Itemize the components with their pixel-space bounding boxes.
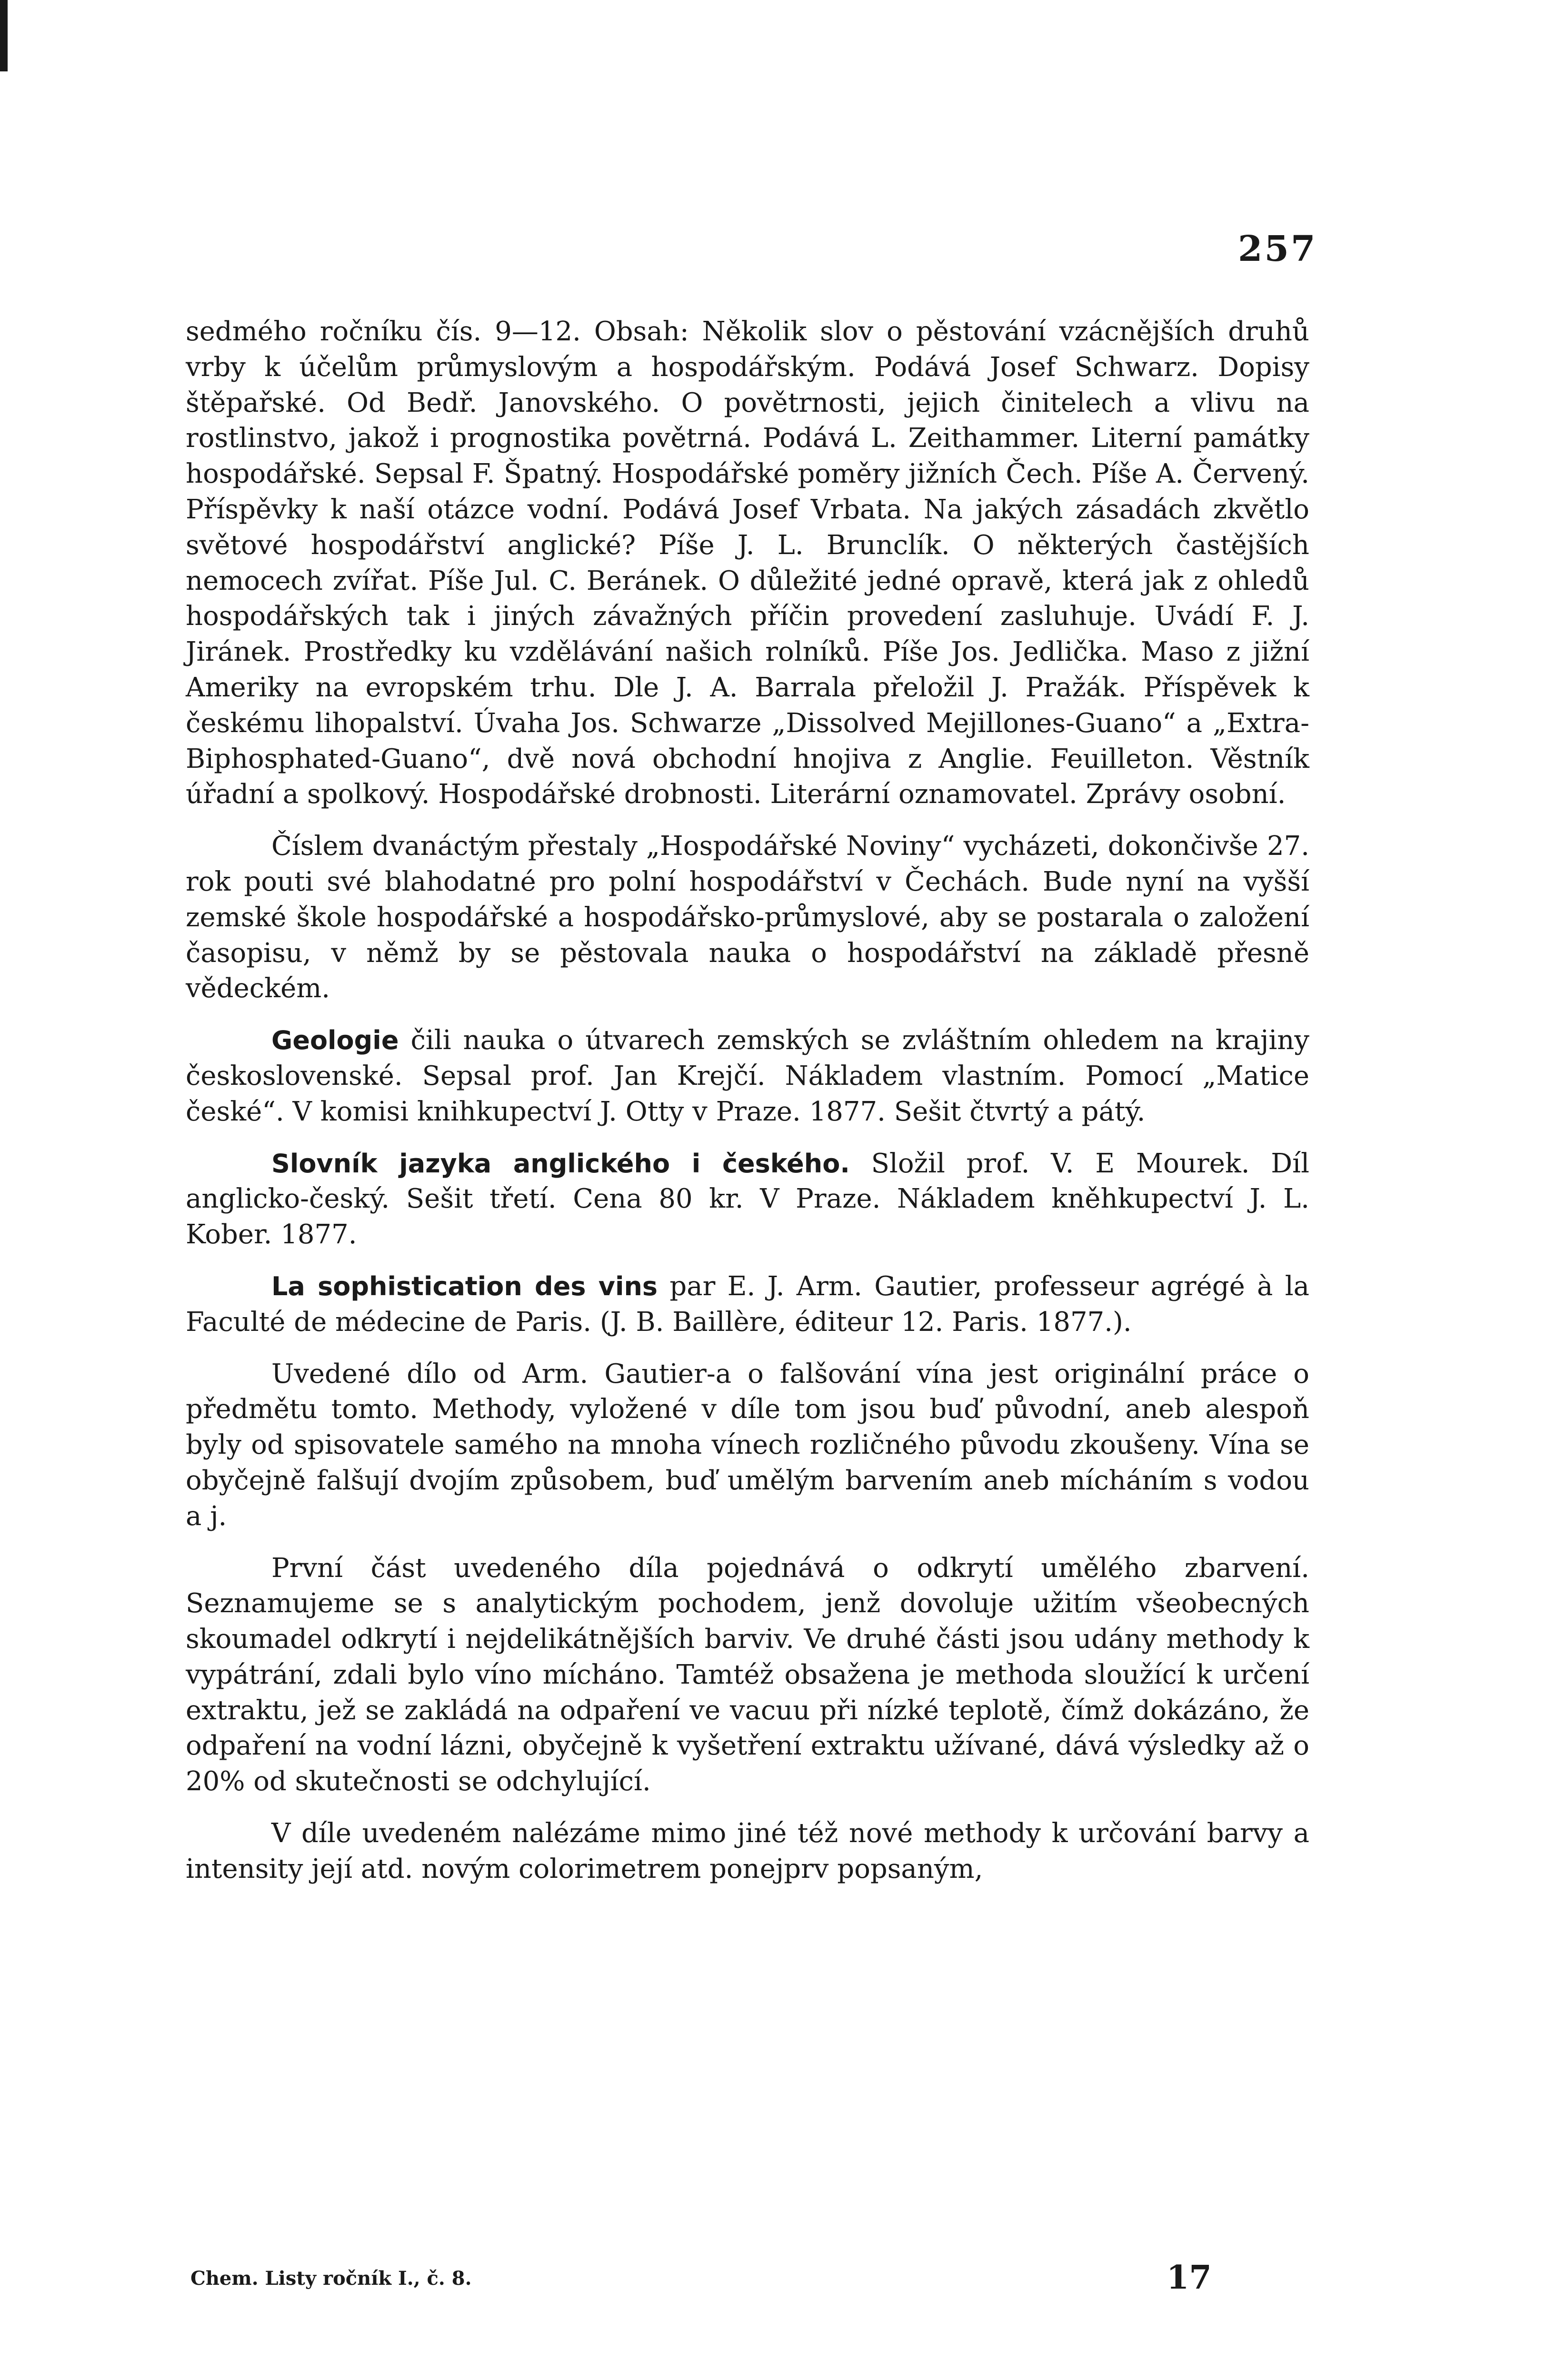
book-title: La sophistication des vins	[271, 1271, 658, 1301]
paragraph-text: Číslem dvanáctým přestaly „Hospodářské Noviny“ vycházeti, dokončivše 27. rok pouti své blahodatné pro polní hospodářství v Čechách. Bude nyní na vyšší zemské škole hospodářské a hospodářsko-průmyslové, aby se postarala o založení časopisu, v němž by se pěstovala nauka o hospodářství na základě přesně vědeckém.	[186, 831, 1309, 1004]
paragraph-text: První část uvedeného díla pojednává o odkrytí umělého zbarvení. Seznamujeme se s analytickým pochodem, jenž dovoluje užitím všeobecných skoumadel odkrytí i nejdelikátnějších barviv. Ve druhé části jsou udány methody k vypátrání, zdali bylo víno mícháno. Tamtéž obsažena je methoda sloužící k určení extraktu, jež se zakládá na odpaření ve vacuu při nízké teplotě, čímž dokázáno, že odpaření na vodní lázni, obyčejně k vyšetření extraktu užívané, dává výsledky až o 20% od skutečnosti se odchylující.	[186, 1552, 1309, 1797]
book-title: Geologie	[271, 1025, 399, 1056]
page-body	[186, 314, 1309, 1904]
paragraph-text: V díle uvedeném nalézáme mimo jiné též nové methody k určování barvy a intensity její atd. novým colorimetrem ponejprv popsaným,	[186, 1818, 1309, 1884]
paragraph-text: sedmého ročníku čís. 9—12. Obsah: Několik slov o pěstování vzácnějších druhů vrby k účelům průmyslovým a hospodářským. Podává Josef Schwarz. Dopisy štěpařské. Od Bedř. Janovského. O povětrnosti, jejich činitelech a vlivu na rostlinstvo, jakož i prognostika povětrná. Podává L. Zeithammer. Literní památky hospodářské. Sepsal F. Špatný. Hospodářské poměry jižních Čech. Píše A. Červený. Příspěvky k naší otázce vodní. Podává Josef Vrbata. Na jakých zásadách zkvětlo světové hospodářství anglické? Píše J. L. Brunclík. O některých častějších nemocech zvířat. Píše Jul. C. Beránek. O důležité jedné opravě, která jak z ohledů hospodářských tak i jiných závažných příčin provedení zasluhuje. Uvádí F. J. Jiránek. Prostředky ku vzdělávání našich rolníků. Píše Jos. Jedlička. Maso z jižní Ameriky na evropském trhu. Dle J. A. Barrala přeložil J. Pražák. Příspěvek k českému lihopalství. Úvaha Jos. Schwarze „Dissolved Mejillones-Guano“ a „Extra-Biphosphated-Guano“, dvě nová obchodní hnojiva z Anglie. Feuilleton. Věstník úřadní a spolkový. Hospodářské drobnosti. Literární oznamovatel. Zprávy osobní.	[186, 316, 1309, 810]
paragraph-geologie	[186, 1023, 1309, 1130]
book-title: Slovník jazyka anglického i českého.	[271, 1148, 850, 1179]
paragraph-slovnik	[186, 1146, 1309, 1253]
page-number: 257	[1238, 228, 1317, 269]
paragraph-text: čili nauka o útvarech zemských se zvláštním ohledem na krajiny československé. Sepsal prof. Jan Krejčí. Nákladem vlastním. Pomocí „Matice české“. V komisi knihkupectví J. Otty v Praze. 1877. Sešit čtvrtý a pátý.	[186, 1025, 1309, 1127]
page-footer	[186, 2259, 1309, 2301]
paragraph-text: Složil prof. V. E Mourek. Díl anglicko-český. Sešit třetí. Cena 80 kr. V Praze. Nákladem kněhkupectví J. L. Kober. 1877.	[186, 1148, 1309, 1250]
paragraph-text: Uvedené dílo od Arm. Gautier-a o falšování vína jest originální práce o předmětu tomto. Methody, vyložené v díle tom jsou buď původní, aneb alespoň byly od spisovatele samého na mnoha vínech rozličného původu zkoušeny. Vína se obyčejně falšují dvojím způsobem, buď umělým barvením aneb mícháním s vodou a j.	[186, 1358, 1309, 1532]
signature-mark: 17	[1167, 2259, 1212, 2297]
page-edge-mark	[0, 0, 8, 71]
paragraph-contents-listing	[186, 314, 1309, 813]
journal-reference: Chem. Listy ročník I., č. 8.	[190, 2267, 472, 2290]
paragraph-announcement	[186, 829, 1309, 1007]
paragraph-review-1	[186, 1357, 1309, 1535]
paragraph-review-3	[186, 1816, 1309, 1887]
paragraph-text: par E. J. Arm. Gautier, professeur agrégé à la Faculté de médecine de Paris. (J. B. Baillère, éditeur 12. Paris. 1877.).	[186, 1270, 1309, 1338]
paragraph-review-2	[186, 1551, 1309, 1800]
paragraph-sophistication	[186, 1269, 1309, 1340]
